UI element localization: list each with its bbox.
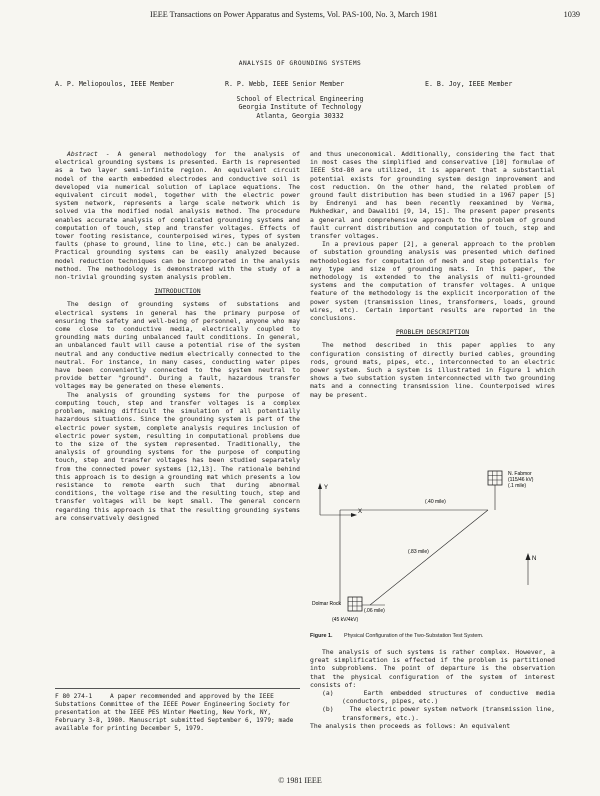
list-item-a-text: Earth embedded structures of conductive media (conductors, pipes, etc.) — [342, 689, 556, 706]
author-1: A. P. Meliopoulos, IEEE Member — [55, 80, 175, 88]
abstract-text: - A general methodology for the analysis of electrical grounding systems is presented. Earth is represented as a two layer semi-infinite region. An equivalent circuit model of the earth embedded electrodes and conductive soil is developed via numerical solution of Laplace equations. The equivalent circuit model, together with the electric power system network, represents a large scale network which is solved via the modified nodal analysis method. The procedure enables accurate analysis of complicated grounding systems and computation of touch, step and transfer voltages. Effects of tower footing resistance, counterpoised wires, types of system faults (phase to ground, line to line, etc.) can be analyzed. Practical grounding systems can be easily analyzed because model reduction techniques can be incorporated in the analysis method. The methodology is demonstrated with the study of a non-trivial grounding system analysis problem. — [55, 150, 300, 282]
north-arrow-icon — [526, 553, 531, 560]
right-paragraph-3: The method described in this paper applies to any configuration consisting of directly buried cables, grounding rods, ground mats, pipes, etc., interconnected to an electric power system. Such a system is illustrated in Figure 1 which shows a two substation system interconnected with two grounding mats and a connecting transmission line. Counterpoised wires may be present. — [310, 341, 555, 399]
list-item-b-label: (b) — [322, 705, 334, 714]
affiliation-line-1: School of Electrical Engineering — [236, 95, 364, 103]
right-paragraph-5: The analysis then proceeds as follows: An equivalent — [310, 721, 511, 730]
list-item-a-label: (a) — [322, 689, 334, 698]
label-fabmor: N. Fabmor — [508, 471, 532, 477]
label-line-top: (.40 mile) — [425, 499, 446, 505]
right-paragraph-4: The analysis of such systems is rather complex. However, a great simplification is effected if the problem is partitioned into subproblems. The point of departure is the observation that the physical configuration of the system of interest consists of: — [310, 648, 555, 689]
y-axis-arrow-icon — [318, 483, 322, 489]
copyright: © 1981 IEEE — [278, 776, 322, 785]
section-heading-introduction: INTRODUCTION — [154, 287, 201, 296]
figure-1-diagram — [310, 465, 565, 630]
footnote — [55, 688, 300, 733]
fabmor-grid-icon — [488, 471, 502, 485]
diagonal-line — [370, 510, 488, 605]
label-line-diag: (.83 mile) — [408, 549, 429, 555]
list-item-b-text: The electric power system network (transmission line, transformers, etc.). — [342, 705, 555, 722]
right-column — [310, 150, 555, 399]
page-number: 1039 — [563, 10, 580, 19]
figure-caption — [310, 633, 565, 639]
left-column — [55, 150, 300, 522]
dolmar-grid-icon — [348, 597, 362, 611]
intro-paragraph-1: The design of grounding systems of substations and electrical systems in general has the primary purpose of ensuring the safety and well-being of personnel, anyone who may come close to conductive media, electrically coupled to grounding mats during unbalanced fault conditions. In general, an unbalanced fault will cause a potential rise of the system neutral and any conductive medium electrically connected to the neutral. For instance, in many cases, conducting water pipes have been conveniently connected to the system neutral to provide better "ground". During a fault, hazardous transfer voltages may be generated on these elements. — [55, 300, 300, 391]
list-item-a — [310, 689, 555, 705]
running-header — [150, 10, 580, 19]
label-n: N — [532, 556, 537, 562]
label-dolmar: Dolmar Rock — [312, 601, 341, 607]
journal-citation: IEEE Transactions on Power Apparatus and Systems, Vol. PAS-100, No. 3, March 1981 — [150, 10, 438, 19]
paper-title: ANALYSIS OF GROUNDING SYSTEMS — [238, 60, 362, 67]
affiliation-line-2: Georgia Institute of Technology — [238, 103, 362, 112]
abstract — [55, 150, 300, 281]
author-3: E. B. Joy, IEEE Member — [425, 80, 513, 88]
right-paragraph-2: In a previous paper [2], a general approach to the problem of substation grounding analysis was presented which defined methodologies for computation of mesh and step potentials for any type and size of grounding mats. In this paper, the methodology is extended to the analysis of multi-grounded systems and the computation of transfer voltages. A unique feature of the methodology is the explicit incorporation of the power system (transmission lines, transformers, loads, ground wires, etc). Certain important results are reported in the conclusions. — [310, 240, 555, 323]
author-2: R. P. Webb, IEEE Senior Member — [225, 80, 345, 88]
label-line-bottom: (.06 mile) — [364, 608, 385, 614]
figure-caption-text: Physical Configuration of the Two-Substation Test System. — [343, 633, 484, 639]
figure-caption-label: Figure 1. — [310, 633, 333, 639]
label-y: Y — [324, 485, 329, 491]
affiliation-line-3: Atlanta, Georgia 30332 — [256, 111, 344, 120]
footnote-text: A paper recommended and approved by the IEEE Substations Committee of the IEEE Power Engineering Society for presentation at the IEEE PES Winter Meeting, New York, NY, February 3-8, 1980. Manuscript submitted September 6, 1979; made available for printing December 5, 1979. — [55, 693, 294, 732]
right-paragraph-1: and thus uneconomical. Additionally, considering the fact that in most cases the simplified and conservative [10] formulae of IEEE Std-80 are utilized, it is apparent that a substantial potential exists for grounding system design improvement and cost reduction. On the other hand, the related problem of ground fault distribution has been studied in a 1967 paper [5] by Endrenyi and has been recently reexamined by Verma, Mukhedkar, and Dawalibi [9, 14, 15]. The present paper presents a general and comprehensive approach to the problem of ground fault current distribution and computation of touch, step and transfer voltages. — [310, 150, 555, 241]
affiliation — [0, 95, 600, 120]
label-x: X — [358, 509, 363, 515]
x-axis-arrow-icon — [351, 513, 357, 517]
label-dolmar-kv: (45 kV/4kV) — [332, 617, 359, 623]
label-fabmor-kv: (115/46 kV) — [508, 477, 534, 483]
label-fabmor-wire: (.1 mile) — [508, 483, 527, 489]
abstract-label: Abstract — [67, 150, 98, 158]
right-column-lower — [310, 648, 555, 730]
list-item-b — [310, 705, 555, 721]
intro-paragraph-2: The analysis of grounding systems for the purpose of computing touch, step and transfer voltages is a complex problem, making difficult the simulation of all potentially hazardous situations. Since the grounding system is part of the electric power system, complete analysis requires inclusion of electric power system, resulting in computational problems due to the size of the system represented. Traditionally, the analysis of grounding systems for the purpose of computing touch, step and transfer voltages has been studied separately from the connected power systems [12,13]. The rationale behind this approach is to design a grounding mat which presents a low resistance to remote earth such that during abnormal conditions, the voltage rise and the resulting touch, step and transfer voltages will be kept small. The general concern regarding this approach is that the resulting grounding systems are conservatively designed — [55, 390, 300, 522]
section-heading-problem: PROBLEM DESCRIPTION — [395, 328, 470, 337]
footnote-code: F 80 274-1 — [55, 693, 93, 700]
